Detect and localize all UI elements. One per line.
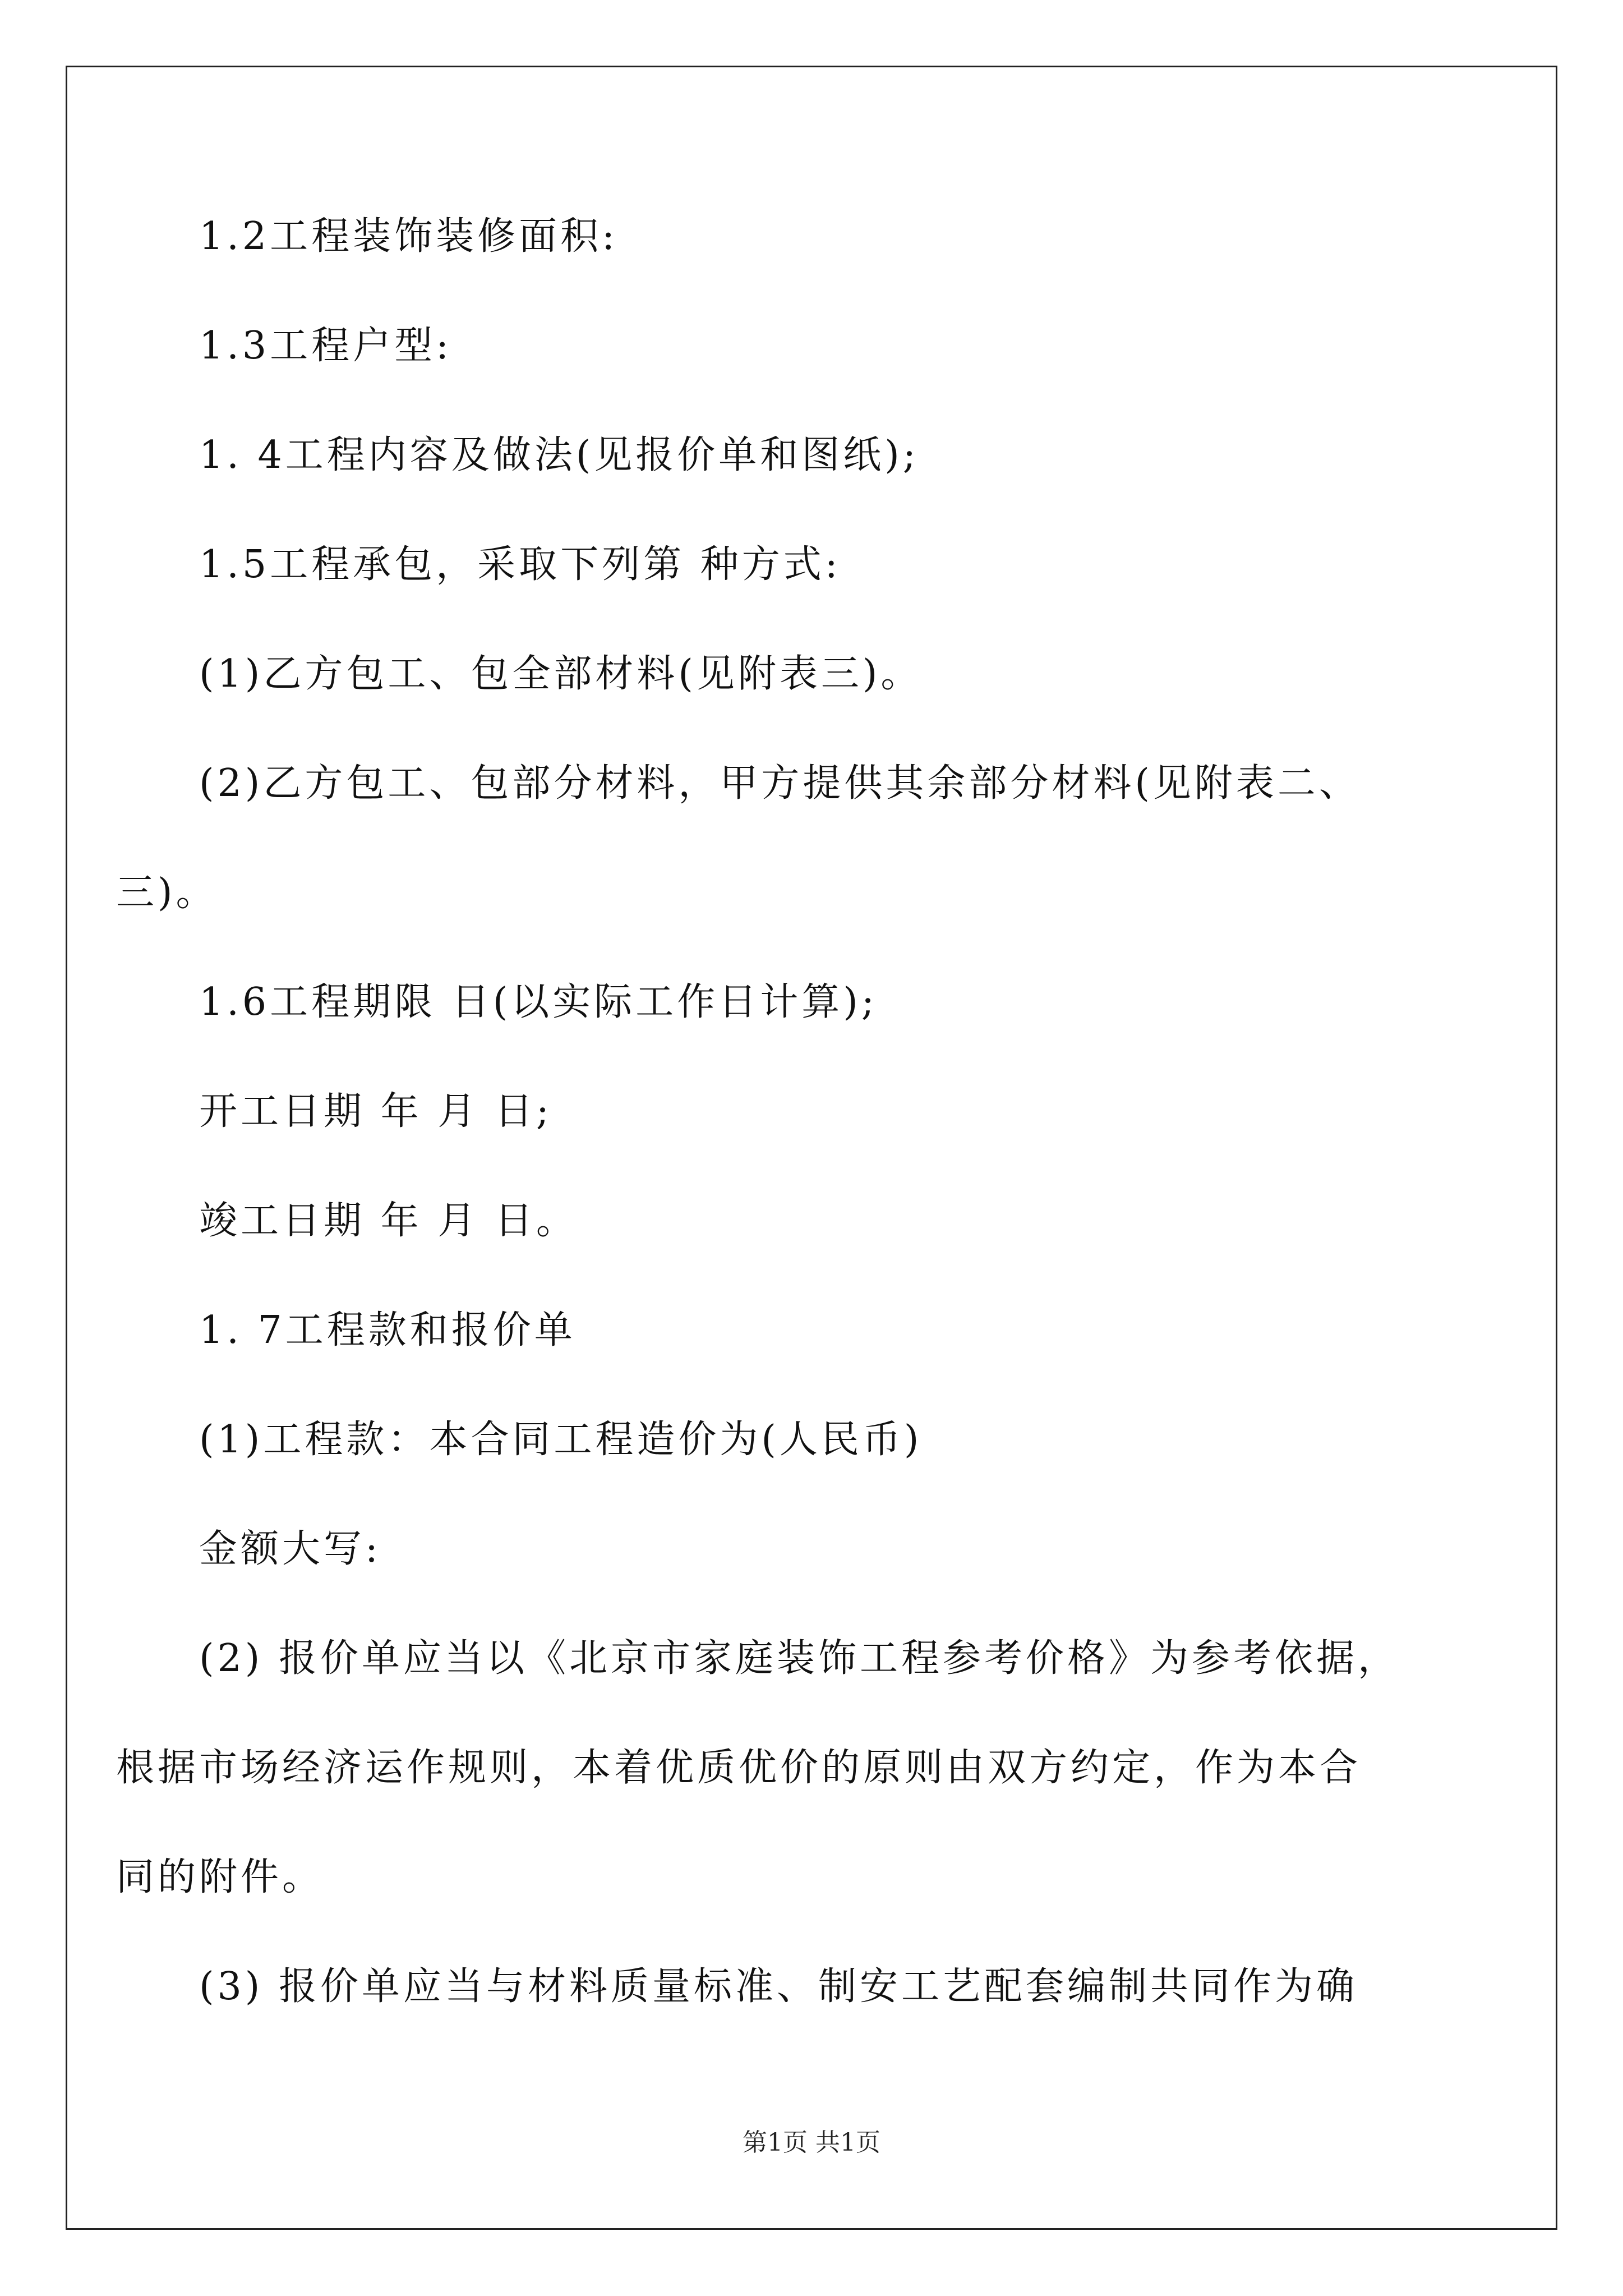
text-line: 同的附件。: [116, 1855, 324, 1899]
text-line: 根据市场经济运作规则，本着优质优价的原则由双方约定，作为本合: [116, 1746, 1362, 1790]
text-line: 开工日期 年 月 日;: [199, 1089, 552, 1134]
text-line: (2) 报价单应当以《北京市家庭装饰工程参考价格》为参考依据，: [199, 1636, 1399, 1681]
page-border: [66, 66, 1557, 2230]
text-line: 三)。: [116, 871, 218, 915]
text-line: 金额大写:: [199, 1527, 381, 1571]
text-line: (1)工程款：本合同工程造价为(人民币): [199, 1418, 923, 1462]
text-line: 竣工日期 年 月 日。: [199, 1199, 578, 1243]
text-line: (1)乙方包工、包全部材料(见附表三)。: [199, 652, 923, 696]
text-line: 1. 7工程款和报价单: [199, 1308, 576, 1352]
text-line: 1.3工程户型:: [199, 324, 453, 368]
text-line: 1.5工程承包，采取下列第 种方式:: [199, 542, 841, 587]
text-line: 1.2工程装饰装修面积:: [199, 214, 619, 259]
text-line: 1. 4工程内容及做法(见报价单和图纸);: [199, 433, 919, 477]
text-line: 1.6工程期限 日(以实际工作日计算);: [199, 980, 878, 1024]
page-indicator: 第1页 共1页: [743, 2128, 880, 2157]
text-line: (2)乙方包工、包部分材料，甲方提供其余部分材料(见附表二、: [199, 761, 1361, 806]
text-line: (3) 报价单应当与材料质量标准、制安工艺配套编制共同作为确: [199, 1964, 1358, 2009]
